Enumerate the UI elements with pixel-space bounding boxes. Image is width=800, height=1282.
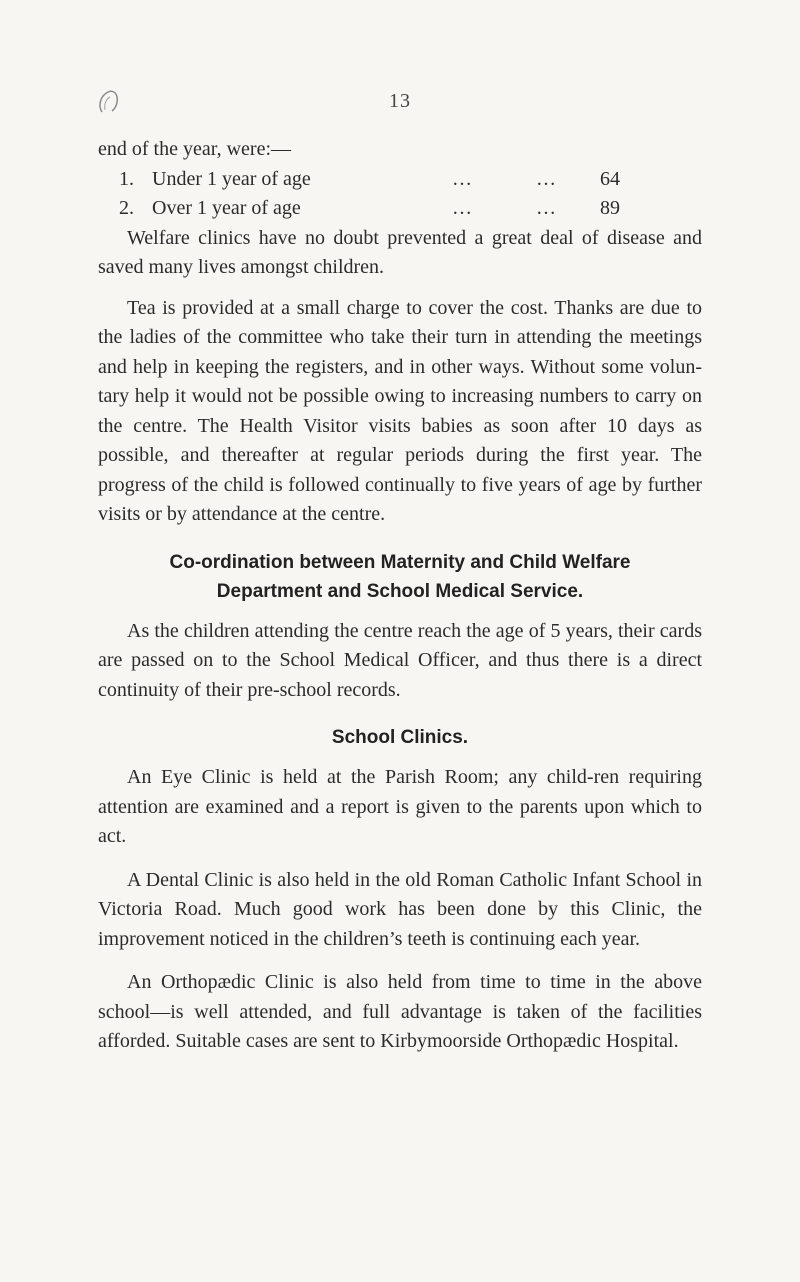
list-item-label: Over 1 year of age (152, 197, 301, 219)
list-item-value: 64 (600, 167, 620, 190)
paper-clip-mark-icon (96, 86, 122, 116)
list-item (98, 194, 702, 224)
list-item-number: 1. (119, 167, 134, 190)
eye-clinic-paragraph: An Eye Clinic is held at the Parish Room; any child-ren requiring attention are examined and a report is given to the parents upon which to act. (98, 766, 702, 847)
leader-dots: … (536, 167, 556, 190)
coordination-heading-line-2: Department and School Medical Service. (216, 580, 584, 602)
welfare-paragraph: Welfare clinics have no doubt prevented a great deal of disease and saved many lives amongst children. (98, 226, 702, 278)
school-clinics-heading: School Clinics. (331, 727, 469, 748)
list-item-number: 2. (119, 197, 134, 219)
page-number: 13 (389, 90, 411, 112)
coordination-paragraph: As the children attending the centre reach the age of 5 years, their cards are passed on to the School Medical Officer, and thus there is a direct continuity of their pre-school records. (98, 619, 702, 701)
leader-dots: … (452, 167, 472, 190)
page-content (98, 135, 702, 1057)
leader-dots: … (536, 197, 556, 219)
dental-clinic-paragraph: A Dental Clinic is also held in the old Roman Catholic Infant School in Victoria Road. Much good work has been done by this Clinic, the improvement noticed in the children’s teeth is continuing each year. (98, 868, 702, 950)
leader-dots: … (452, 197, 472, 219)
list-item-value: 89 (600, 197, 620, 219)
coordination-heading-line-1: Co-ordination between Maternity and Child Welfare (169, 551, 631, 573)
intro-line: end of the year, were:— (98, 138, 291, 160)
tea-paragraph: Tea is provided at a small charge to cover the cost. Thanks are due to the ladies of the committee who take their turn in attending the meetings and help in keeping the registers, and in other ways. Without some volun-tary help it would not be possible owing to increasing numbers to carry on the centre. The Health Visitor visits babies as soon after 10 days as possible, and thereafter at regular periods during the first year. The progress of the child is followed continually to five years of age by further visits or by attendance at the centre. (98, 296, 702, 525)
orthopaedic-clinic-paragraph: An Orthopædic Clinic is also held from time to time in the above school—is well attended, and full advantage is taken of the facilities afforded. Suitable cases are sent to Kirbymoorside Orthopædic Hospital. (98, 971, 702, 1052)
list-item (98, 165, 702, 195)
list-item-label: Under 1 year of age (152, 167, 311, 190)
